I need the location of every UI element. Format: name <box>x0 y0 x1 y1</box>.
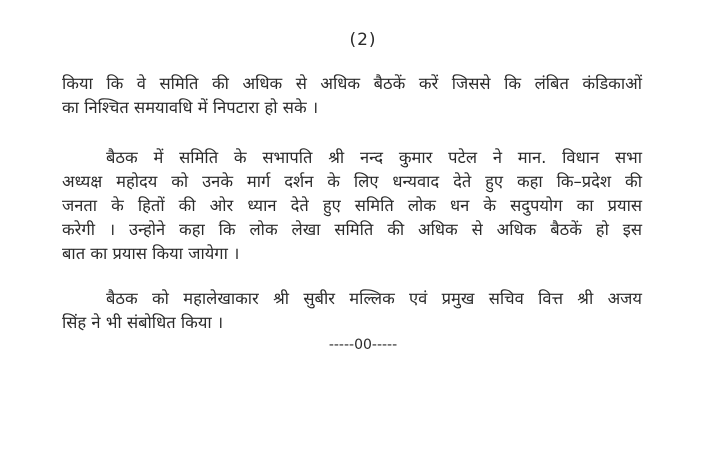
paragraph-line: बैठक को महालेखाकार श्री सुबीर मल्लिक एवं प्रमुख सचिव वित्त श्री अजय <box>106 289 642 308</box>
paragraph-line: जनता के हितों की ओर ध्यान देते हुए समिति लोक धन के सदुपयोग का प्रयास <box>62 196 642 215</box>
paragraph-1 <box>62 72 642 120</box>
paragraph-2 <box>62 146 642 266</box>
paragraph-line: का निश्चित समयावधि में निपटारा हो सके । <box>62 98 319 117</box>
paragraph-line: करेगी । उन्होने कहा कि लोक लेखा समिति की अधिक से अधिक बैठकें हो इस <box>62 220 642 239</box>
paragraph-line: बैठक में समिति के सभापति श्री नन्द कुमार पटेल ने मान. विधान सभा <box>106 148 642 167</box>
paragraph-line: सिंह ने भी संबोधित किया । <box>62 313 224 332</box>
paragraph-line: अध्यक्ष महोदय को उनके मार्ग दर्शन के लिए धन्यवाद देते हुए कहा कि–प्रदेश की <box>62 172 642 191</box>
paragraph-line: बात का प्रयास किया जायेगा । <box>62 244 240 263</box>
end-of-page-mark: -----00----- <box>328 337 398 353</box>
page-number: (2) <box>349 30 377 50</box>
paragraph-3 <box>62 287 642 335</box>
paragraph-line: किया कि वे समिति की अधिक से अधिक बैठकें करें जिससे कि लंबित कंडिकाओं <box>62 74 642 93</box>
